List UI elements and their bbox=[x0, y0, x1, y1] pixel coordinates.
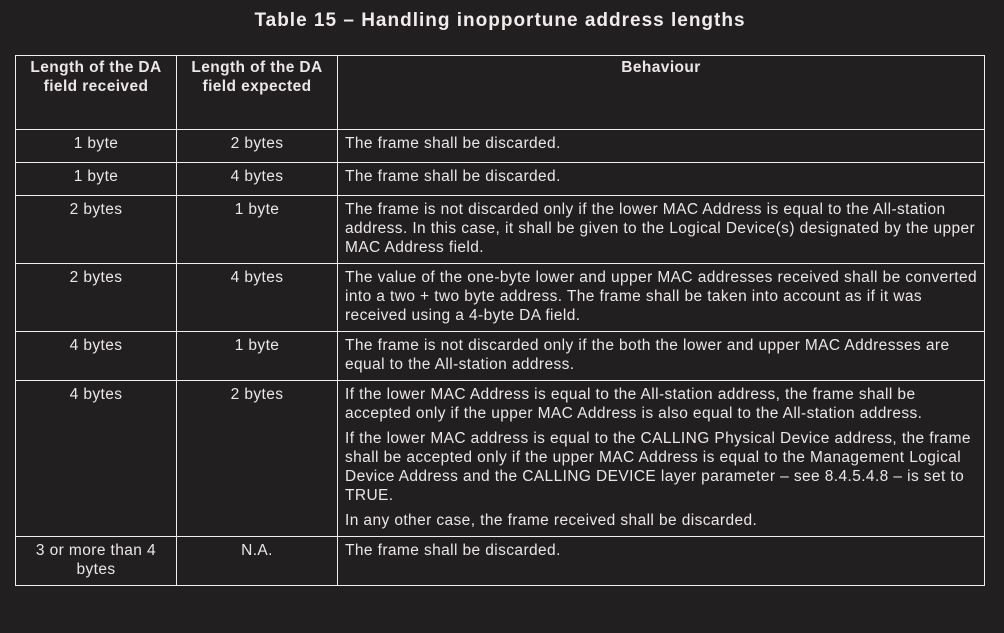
cell-received: 2 bytes bbox=[16, 264, 177, 332]
cell-expected: N.A. bbox=[177, 537, 338, 586]
cell-received: 3 or more than 4 bytes bbox=[16, 537, 177, 586]
behaviour-text: If the lower MAC address is equal to the CALLING Physical Device address, the frame shall be accepted only if the upper MAC Address is equal to the Management Logical Device Address and the CALLING DEVICE layer parameter – see 8.4.5.4.8 – is set to TRUE. bbox=[345, 430, 971, 504]
cell-behaviour bbox=[338, 537, 985, 586]
cell-received: 1 byte bbox=[16, 130, 177, 163]
cell-behaviour bbox=[338, 196, 985, 264]
cell-expected: 2 bytes bbox=[177, 381, 338, 537]
behaviour-text: The frame shall be discarded. bbox=[345, 135, 561, 152]
table-row bbox=[16, 537, 985, 586]
behaviour-text: The value of the one-byte lower and upper MAC addresses received shall be converted into a two + two byte address. The frame shall be taken into account as if it was received using a 4-byte DA field. bbox=[345, 269, 978, 324]
cell-behaviour bbox=[338, 264, 985, 332]
table-row bbox=[16, 130, 985, 163]
table-title: Table 15 – Handling inopportune address lengths bbox=[254, 10, 746, 31]
behaviour-text: The frame shall be discarded. bbox=[345, 542, 561, 559]
cell-behaviour bbox=[338, 381, 985, 537]
behaviour-text: In any other case, the frame received shall be discarded. bbox=[345, 512, 758, 529]
behaviour-text: The frame shall be discarded. bbox=[345, 168, 561, 185]
address-length-table bbox=[15, 55, 985, 586]
cell-received: 4 bytes bbox=[16, 381, 177, 537]
cell-behaviour bbox=[338, 332, 985, 381]
header-row bbox=[16, 56, 985, 130]
cell-behaviour bbox=[338, 130, 985, 163]
header-received: Length of the DA field received bbox=[16, 56, 177, 130]
cell-expected: 1 byte bbox=[177, 196, 338, 264]
table-row bbox=[16, 381, 985, 537]
cell-received: 2 bytes bbox=[16, 196, 177, 264]
behaviour-text: The frame is not discarded only if the both the lower and upper MAC Addresses are equal to the All-station address. bbox=[345, 337, 950, 373]
cell-behaviour bbox=[338, 163, 985, 196]
table-row bbox=[16, 332, 985, 381]
header-behaviour: Behaviour bbox=[338, 56, 985, 130]
behaviour-text: If the lower MAC Address is equal to the All-station address, the frame shall be accepted only if the upper MAC Address is also equal to the All-station address. bbox=[345, 386, 923, 422]
cell-expected: 1 byte bbox=[177, 332, 338, 381]
header-expected: Length of the DA field expected bbox=[177, 56, 338, 130]
table-row bbox=[16, 163, 985, 196]
cell-received: 4 bytes bbox=[16, 332, 177, 381]
table-row bbox=[16, 264, 985, 332]
cell-received: 1 byte bbox=[16, 163, 177, 196]
cell-expected: 2 bytes bbox=[177, 130, 338, 163]
cell-expected: 4 bytes bbox=[177, 264, 338, 332]
cell-expected: 4 bytes bbox=[177, 163, 338, 196]
behaviour-text: The frame is not discarded only if the lower MAC Address is equal to the All-station address. In this case, it shall be given to the Logical Device(s) designated by the upper MAC Address field. bbox=[345, 201, 976, 256]
table-row bbox=[16, 196, 985, 264]
